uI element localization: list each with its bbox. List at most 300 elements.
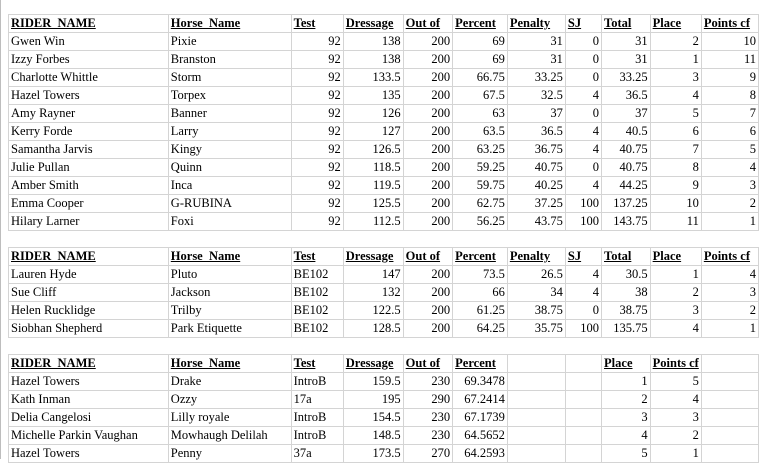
table-cell[interactable]: Charlotte Whittle	[9, 69, 169, 87]
table-cell[interactable]: 34	[507, 284, 565, 302]
table-cell[interactable]: 36.5	[602, 87, 651, 105]
empty-cell	[453, 231, 508, 248]
column-header[interactable]: Percent	[453, 248, 508, 266]
column-header[interactable]: RIDER_NAME	[9, 15, 169, 33]
column-header[interactable]: Out of	[403, 15, 452, 33]
table-cell[interactable]: 63	[453, 105, 508, 123]
table-cell[interactable]: Jackson	[168, 284, 291, 302]
table-cell[interactable]: BE102	[291, 302, 343, 320]
table-cell[interactable]: 38.75	[602, 302, 651, 320]
table-cell[interactable]: Izzy Forbes	[9, 51, 169, 69]
table-cell[interactable]	[565, 373, 601, 391]
table-cell[interactable]: 92	[291, 195, 343, 213]
table-cell[interactable]: 200	[403, 87, 452, 105]
table-cell[interactable]	[507, 427, 565, 445]
table-cell[interactable]: Inca	[168, 177, 291, 195]
table-cell[interactable]	[565, 391, 601, 409]
table-cell[interactable]: 0	[565, 105, 601, 123]
table-cell[interactable]: 35.75	[507, 320, 565, 338]
table-cell[interactable]: 92	[291, 87, 343, 105]
table-cell[interactable]: 40.75	[602, 141, 651, 159]
empty-cell	[291, 231, 343, 248]
column-header[interactable]	[507, 355, 565, 373]
column-header[interactable]: Out of	[403, 355, 452, 373]
empty-cell	[168, 231, 291, 248]
table-cell[interactable]: 40.5	[602, 123, 651, 141]
table-row	[9, 391, 759, 409]
column-header[interactable]: Points cf	[701, 248, 758, 266]
table-cell[interactable]: Gwen Win	[9, 33, 169, 51]
table-cell[interactable]	[565, 427, 601, 445]
table-cell[interactable]: Hazel Towers	[9, 373, 169, 391]
table-cell[interactable]: 4	[701, 159, 758, 177]
table-cell[interactable]: 8	[650, 159, 701, 177]
table-cell[interactable]	[507, 373, 565, 391]
table-cell[interactable]: 1	[701, 213, 758, 231]
table-cell[interactable]: Penny	[168, 445, 291, 463]
table-cell[interactable]: 67.2414	[453, 391, 508, 409]
table-cell[interactable]: Foxi	[168, 213, 291, 231]
table-row	[9, 409, 759, 427]
table-cell[interactable]: 133.5	[343, 69, 403, 87]
table-cell[interactable]: 0	[565, 69, 601, 87]
column-header[interactable]: Test	[291, 15, 343, 33]
table-cell[interactable]: Branston	[168, 51, 291, 69]
table-row	[9, 445, 759, 463]
table-row	[9, 373, 759, 391]
table-cell[interactable]: 138	[343, 51, 403, 69]
table-cell[interactable]: Storm	[168, 69, 291, 87]
table-cell[interactable]: 135	[343, 87, 403, 105]
table-row	[9, 427, 759, 445]
table-cell[interactable]: 3	[701, 284, 758, 302]
empty-cell	[9, 231, 169, 248]
table-row	[9, 123, 759, 141]
table-cell[interactable]: Kingy	[168, 141, 291, 159]
table-cell[interactable]: Lilly royale	[168, 409, 291, 427]
table-cell[interactable]: 0	[565, 159, 601, 177]
empty-cell	[9, 338, 169, 355]
table-cell[interactable]: Pluto	[168, 266, 291, 284]
table-cell[interactable]	[701, 445, 758, 463]
table-cell[interactable]: 92	[291, 159, 343, 177]
table-cell[interactable]: IntroB	[291, 373, 343, 391]
table-cell[interactable]: Larry	[168, 123, 291, 141]
table-cell[interactable]: Emma Cooper	[9, 195, 169, 213]
table-cell[interactable]: 5	[602, 445, 651, 463]
table-cell[interactable]: 1	[701, 320, 758, 338]
table-row	[9, 320, 759, 338]
table-cell[interactable]: Kerry Forde	[9, 123, 169, 141]
table-cell[interactable]: 2	[650, 427, 701, 445]
table-cell[interactable]: 0	[565, 302, 601, 320]
column-header[interactable]: Penalty	[507, 15, 565, 33]
table-cell[interactable]: IntroB	[291, 409, 343, 427]
table-cell[interactable]: Julie Pullan	[9, 159, 169, 177]
column-header[interactable]: SJ	[565, 248, 601, 266]
table-cell[interactable]: 2	[602, 391, 651, 409]
table-cell[interactable]: 195	[343, 391, 403, 409]
table-cell[interactable]: Lauren Hyde	[9, 266, 169, 284]
table-cell[interactable]: 11	[650, 213, 701, 231]
column-header[interactable]: Horse_Name	[168, 355, 291, 373]
table-cell[interactable]: 3	[701, 177, 758, 195]
column-header[interactable]: Test	[291, 355, 343, 373]
table-cell[interactable]: 159.5	[343, 373, 403, 391]
table-cell[interactable]: BE102	[291, 320, 343, 338]
table-cell[interactable]: 92	[291, 123, 343, 141]
table-cell[interactable]	[507, 445, 565, 463]
table-cell[interactable]: 4	[565, 266, 601, 284]
table-cell[interactable]: 92	[291, 213, 343, 231]
empty-cell	[453, 338, 508, 355]
table-cell[interactable]: 67.5	[453, 87, 508, 105]
table-cell[interactable]: 59.75	[453, 177, 508, 195]
empty-cell	[403, 231, 452, 248]
table-cell[interactable]: 4	[701, 266, 758, 284]
empty-cell	[650, 231, 701, 248]
table-cell[interactable]: G-RUBINA	[168, 195, 291, 213]
table-row	[9, 195, 759, 213]
table-cell[interactable]: 5	[650, 373, 701, 391]
table-cell[interactable]: 2	[650, 284, 701, 302]
table-cell[interactable]: 290	[403, 391, 452, 409]
empty-cell	[343, 338, 403, 355]
table-cell[interactable]: 100	[565, 213, 601, 231]
empty-cell	[701, 231, 758, 248]
column-header[interactable]: Points cf	[701, 15, 758, 33]
table-cell[interactable]: 148.5	[343, 427, 403, 445]
table-cell[interactable]: 44.25	[602, 177, 651, 195]
table-cell[interactable]: 3	[650, 409, 701, 427]
table-cell[interactable]: 30.5	[602, 266, 651, 284]
table-cell[interactable]: Michelle Parkin Vaughan	[9, 427, 169, 445]
empty-cell	[650, 338, 701, 355]
table-cell[interactable]: 9	[650, 177, 701, 195]
table-cell[interactable]: 132	[343, 284, 403, 302]
table-cell[interactable]: 1	[650, 51, 701, 69]
table-cell[interactable]: 3	[602, 409, 651, 427]
table-cell[interactable]: 270	[403, 445, 452, 463]
table-cell[interactable]: 67.1739	[453, 409, 508, 427]
table-cell[interactable]: BE102	[291, 266, 343, 284]
table-cell[interactable]: 6	[650, 123, 701, 141]
table-cell[interactable]: 43.75	[507, 213, 565, 231]
table-cell[interactable]: 4	[650, 87, 701, 105]
table-cell[interactable]: 138	[343, 33, 403, 51]
table-cell[interactable]: 230	[403, 427, 452, 445]
table-cell[interactable]: 37	[602, 105, 651, 123]
table-cell[interactable]: 3	[650, 69, 701, 87]
table-cell[interactable]: Hazel Towers	[9, 445, 169, 463]
table-cell[interactable]: Mowhaugh Delilah	[168, 427, 291, 445]
empty-cell	[507, 231, 565, 248]
table-cell[interactable]: 200	[403, 284, 452, 302]
table-cell[interactable]: Delia Cangelosi	[9, 409, 169, 427]
table-cell[interactable]: 33.25	[507, 69, 565, 87]
spacer-row	[9, 231, 759, 248]
table-row	[9, 141, 759, 159]
spacer-row	[9, 338, 759, 355]
table-cell[interactable]: 125.5	[343, 195, 403, 213]
column-header[interactable]: Place	[650, 15, 701, 33]
column-header[interactable]	[701, 355, 758, 373]
table-cell[interactable]	[565, 445, 601, 463]
table-cell[interactable]: 200	[403, 123, 452, 141]
table-cell[interactable]: 143.75	[602, 213, 651, 231]
table-cell[interactable]: 173.5	[343, 445, 403, 463]
table-cell[interactable]: 31	[602, 51, 651, 69]
header-row	[9, 248, 759, 266]
table-row	[9, 69, 759, 87]
table-cell[interactable]: 64.5652	[453, 427, 508, 445]
table-row	[9, 105, 759, 123]
table-cell[interactable]: 92	[291, 33, 343, 51]
column-header[interactable]: Out of	[403, 248, 452, 266]
table-cell[interactable]: 126.5	[343, 141, 403, 159]
table-cell[interactable]: 92	[291, 177, 343, 195]
table-cell[interactable]: 230	[403, 409, 452, 427]
table-cell[interactable]: Trilby	[168, 302, 291, 320]
table-cell[interactable]	[701, 427, 758, 445]
table-cell[interactable]: 64.25	[453, 320, 508, 338]
empty-cell	[507, 338, 565, 355]
table-row	[9, 266, 759, 284]
table-cell[interactable]: Samantha Jarvis	[9, 141, 169, 159]
table-cell[interactable]: 127	[343, 123, 403, 141]
table-cell[interactable]	[701, 373, 758, 391]
table-cell[interactable]: 200	[403, 159, 452, 177]
table-cell[interactable]: 200	[403, 195, 452, 213]
table-cell[interactable]: 56.25	[453, 213, 508, 231]
table-cell[interactable]: 69.3478	[453, 373, 508, 391]
column-header[interactable]: Place	[602, 355, 651, 373]
table-cell[interactable]	[507, 391, 565, 409]
table-cell[interactable]: Amber Smith	[9, 177, 169, 195]
table-cell[interactable]: Kath Inman	[9, 391, 169, 409]
table-cell[interactable]: 7	[650, 141, 701, 159]
table-cell[interactable]: Park Etiquette	[168, 320, 291, 338]
table-cell[interactable]: 147	[343, 266, 403, 284]
table-cell[interactable]: 92	[291, 69, 343, 87]
table-cell[interactable]: 1	[602, 373, 651, 391]
empty-cell	[168, 338, 291, 355]
table-cell[interactable]: Quinn	[168, 159, 291, 177]
table-cell[interactable]: 36.5	[507, 123, 565, 141]
table-row	[9, 87, 759, 105]
table-cell[interactable]: 92	[291, 51, 343, 69]
table-cell[interactable]: 200	[403, 266, 452, 284]
table-cell[interactable]: 200	[403, 69, 452, 87]
column-header[interactable]: Penalty	[507, 248, 565, 266]
table-cell[interactable]: 4	[602, 427, 651, 445]
table-cell[interactable]: 59.25	[453, 159, 508, 177]
table-cell[interactable]: 200	[403, 320, 452, 338]
table-cell[interactable]	[507, 409, 565, 427]
empty-cell	[403, 338, 452, 355]
column-header[interactable]: Test	[291, 248, 343, 266]
table-cell[interactable]: Ozzy	[168, 391, 291, 409]
table-cell[interactable]: 200	[403, 213, 452, 231]
table-cell[interactable]: 7	[701, 105, 758, 123]
column-header[interactable]: Dressage	[343, 248, 403, 266]
table-cell[interactable]: 2	[650, 33, 701, 51]
table-row	[9, 177, 759, 195]
table-cell[interactable]: 119.5	[343, 177, 403, 195]
column-header[interactable]: Horse_Name	[168, 15, 291, 33]
table-cell[interactable]: 40.75	[507, 159, 565, 177]
table-cell[interactable]: 126	[343, 105, 403, 123]
header-row	[9, 355, 759, 373]
table-cell[interactable]: Drake	[168, 373, 291, 391]
table-cell[interactable]: Banner	[168, 105, 291, 123]
table-cell[interactable]: 0	[565, 33, 601, 51]
table-row	[9, 33, 759, 51]
table-cell[interactable]	[565, 409, 601, 427]
empty-cell	[701, 338, 758, 355]
table-cell[interactable]: 3	[650, 302, 701, 320]
table-cell[interactable]: 37.25	[507, 195, 565, 213]
table-cell[interactable]: 200	[403, 105, 452, 123]
table-cell[interactable]: 100	[565, 195, 601, 213]
column-header[interactable]: RIDER_NAME	[9, 355, 169, 373]
column-header[interactable]: Place	[650, 248, 701, 266]
results-spreadsheet	[8, 14, 759, 463]
empty-cell	[291, 338, 343, 355]
table-cell[interactable]: 8	[701, 87, 758, 105]
table-cell[interactable]: 64.2593	[453, 445, 508, 463]
table-cell[interactable]: 200	[403, 302, 452, 320]
table-cell[interactable]: 200	[403, 51, 452, 69]
table-cell[interactable]: 112.5	[343, 213, 403, 231]
table-cell[interactable]: 118.5	[343, 159, 403, 177]
table-cell[interactable]: 5	[650, 105, 701, 123]
table-cell[interactable]: 200	[403, 33, 452, 51]
table-cell[interactable]: BE102	[291, 284, 343, 302]
table-cell[interactable]: 137.25	[602, 195, 651, 213]
table-cell[interactable]: Pixie	[168, 33, 291, 51]
table-cell[interactable]: 32.5	[507, 87, 565, 105]
table-cell[interactable]: 10	[650, 195, 701, 213]
table-cell[interactable]: 66	[453, 284, 508, 302]
table-cell[interactable]: 1	[650, 266, 701, 284]
table-cell[interactable]: 33.25	[602, 69, 651, 87]
table-cell[interactable]: 4	[565, 87, 601, 105]
table-cell[interactable]: 100	[565, 320, 601, 338]
table-cell[interactable]: 69	[453, 51, 508, 69]
table-cell[interactable]: 73.5	[453, 266, 508, 284]
table-cell[interactable]: IntroB	[291, 427, 343, 445]
column-header[interactable]: Points cf	[650, 355, 701, 373]
table-cell[interactable]: 69	[453, 33, 508, 51]
column-header[interactable]: Total	[602, 248, 651, 266]
table-cell[interactable]: Hilary Larner	[9, 213, 169, 231]
table-cell[interactable]: 10	[701, 33, 758, 51]
table-cell[interactable]: 38	[602, 284, 651, 302]
table-row	[9, 302, 759, 320]
table-cell[interactable]: 66.75	[453, 69, 508, 87]
table-cell[interactable]: 2	[701, 302, 758, 320]
column-header[interactable]: Dressage	[343, 355, 403, 373]
table-cell[interactable]: Torpex	[168, 87, 291, 105]
column-header[interactable]: RIDER_NAME	[9, 248, 169, 266]
table-row	[9, 284, 759, 302]
column-header[interactable]	[565, 355, 601, 373]
table-cell[interactable]: 92	[291, 105, 343, 123]
table-row	[9, 213, 759, 231]
table-cell[interactable]: Sue Cliff	[9, 284, 169, 302]
table-cell[interactable]: 128.5	[343, 320, 403, 338]
empty-cell	[343, 231, 403, 248]
table-cell[interactable]: 4	[565, 141, 601, 159]
table-cell[interactable]	[701, 391, 758, 409]
header-row	[9, 15, 759, 33]
table-cell[interactable]: 4	[565, 284, 601, 302]
table-cell[interactable]: 11	[701, 51, 758, 69]
table-cell[interactable]: 200	[403, 177, 452, 195]
table-cell[interactable]: 31	[507, 51, 565, 69]
column-header[interactable]: Horse_Name	[168, 248, 291, 266]
table-cell[interactable]: 200	[403, 141, 452, 159]
empty-cell	[602, 231, 651, 248]
table-cell[interactable]: 26.5	[507, 266, 565, 284]
table-cell[interactable]: 5	[701, 141, 758, 159]
table-cell[interactable]: 62.75	[453, 195, 508, 213]
table-cell[interactable]: 36.75	[507, 141, 565, 159]
column-header[interactable]: Percent	[453, 15, 508, 33]
table-cell[interactable]: 4	[565, 177, 601, 195]
column-header[interactable]: Percent	[453, 355, 508, 373]
empty-cell	[565, 338, 601, 355]
table-cell[interactable]: 135.75	[602, 320, 651, 338]
table-cell[interactable]: 17a	[291, 391, 343, 409]
table-cell[interactable]: 0	[565, 51, 601, 69]
table-cell[interactable]: 38.75	[507, 302, 565, 320]
table-cell[interactable]: 4	[650, 391, 701, 409]
column-header[interactable]: SJ	[565, 15, 601, 33]
empty-cell	[602, 338, 651, 355]
table-cell[interactable]: 31	[602, 33, 651, 51]
table-cell[interactable]: 230	[403, 373, 452, 391]
table-cell[interactable]: 92	[291, 141, 343, 159]
table-cell[interactable]: 40.75	[602, 159, 651, 177]
table-cell[interactable]: 63.5	[453, 123, 508, 141]
table-cell[interactable]: 6	[701, 123, 758, 141]
table-cell[interactable]: 37	[507, 105, 565, 123]
table-cell[interactable]: Amy Rayner	[9, 105, 169, 123]
table-cell[interactable]: 63.25	[453, 141, 508, 159]
empty-cell	[565, 231, 601, 248]
table-cell[interactable]: 154.5	[343, 409, 403, 427]
table-cell[interactable]: Siobhan Shepherd	[9, 320, 169, 338]
table-cell[interactable]: 122.5	[343, 302, 403, 320]
column-header[interactable]: Total	[602, 15, 651, 33]
table-cell[interactable]: 40.25	[507, 177, 565, 195]
table-cell[interactable]: 9	[701, 69, 758, 87]
table-cell[interactable]: 2	[701, 195, 758, 213]
table-cell[interactable]: Hazel Towers	[9, 87, 169, 105]
table-cell[interactable]	[701, 409, 758, 427]
table-cell[interactable]: 4	[565, 123, 601, 141]
table-cell[interactable]: 1	[650, 445, 701, 463]
table-cell[interactable]: 31	[507, 33, 565, 51]
table-row	[9, 159, 759, 177]
table-cell[interactable]: Helen Rucklidge	[9, 302, 169, 320]
table-cell[interactable]: 4	[650, 320, 701, 338]
table-cell[interactable]: 61.25	[453, 302, 508, 320]
column-header[interactable]: Dressage	[343, 15, 403, 33]
table-cell[interactable]: 37a	[291, 445, 343, 463]
